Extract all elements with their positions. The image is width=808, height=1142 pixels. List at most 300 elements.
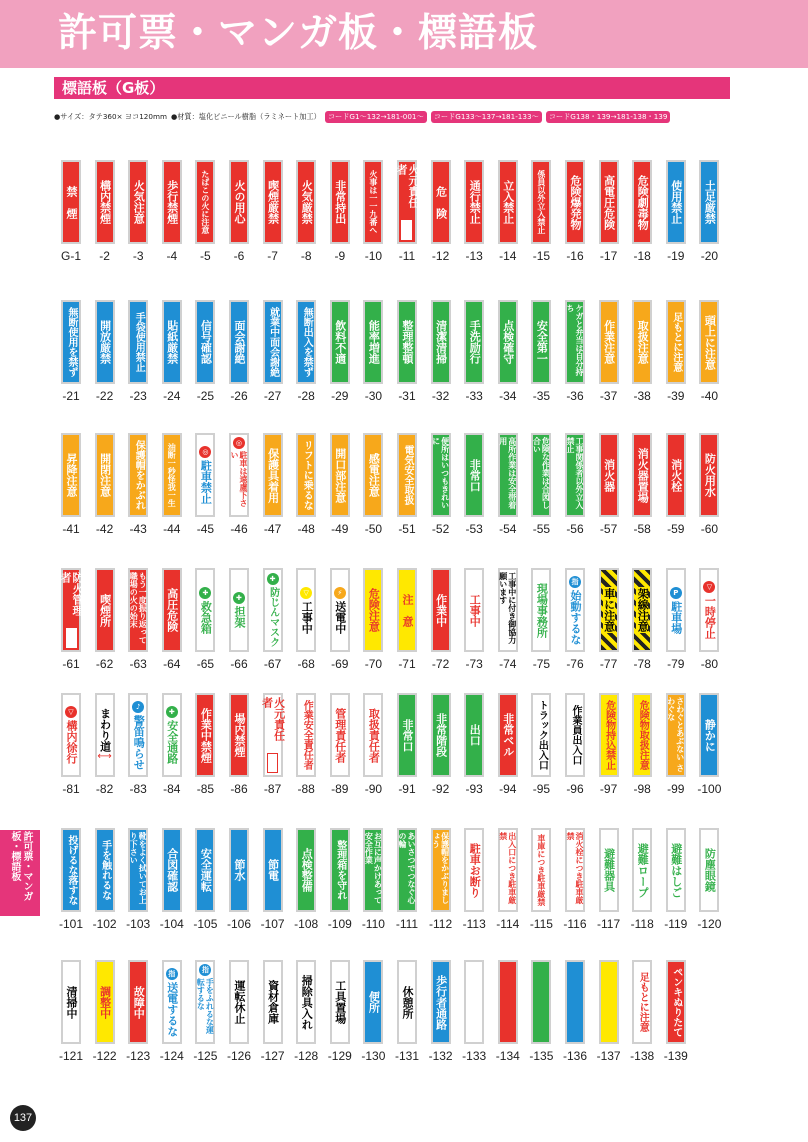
- sign-item: [390, 818, 424, 968]
- sign-code-label: -99: [667, 782, 685, 796]
- sign-code-label: -63: [129, 657, 147, 671]
- sign-text: 開放厳禁: [98, 320, 112, 364]
- sign-code-label: -32: [431, 389, 450, 403]
- sign-text: 送電中: [333, 600, 347, 634]
- sign-code-label: -108: [294, 917, 319, 931]
- name-blank-box: [66, 628, 77, 648]
- sign-text: 避難はしご: [669, 842, 683, 898]
- sign-code-label: -7: [267, 249, 278, 263]
- section-title: 標語板（G板）: [62, 79, 165, 97]
- sign-plate: [195, 433, 215, 517]
- sign-item: [659, 423, 693, 573]
- sign-text: 火気厳禁: [300, 180, 314, 224]
- sign-code-label: -58: [633, 522, 651, 536]
- sign-item: [356, 423, 390, 573]
- sign-plate: [431, 568, 451, 652]
- sign-text: 頭上に注意: [703, 314, 717, 370]
- sign-item: [457, 683, 491, 833]
- sign-item: [323, 818, 357, 968]
- sign-item: [692, 150, 726, 300]
- sign-text: 開口部注意: [333, 447, 347, 503]
- sign-item: [323, 150, 357, 300]
- sign-text: 火事は一一九番へ: [368, 170, 378, 234]
- sign-item: [659, 950, 693, 1100]
- spec-line: [54, 109, 794, 125]
- sign-text: 手を触れるな: [99, 840, 111, 900]
- sign-plate: [263, 828, 283, 912]
- product-code-badge: コードG1〜132→181-001〜: [325, 111, 427, 123]
- sign-text: 取扱責任者: [367, 707, 381, 763]
- sign-plate: [61, 828, 81, 912]
- sign-code-label: -79: [667, 657, 685, 671]
- sign-code-label: -16: [566, 249, 584, 263]
- sign-plate: [128, 828, 148, 912]
- sign-code-label: -129: [327, 1049, 352, 1063]
- sign-item: [222, 290, 256, 440]
- sign-code-label: -22: [95, 389, 114, 403]
- sign-code-label: -17: [599, 249, 618, 263]
- sign-item: [558, 150, 592, 300]
- sign-item: [289, 683, 323, 833]
- sign-plate: [296, 300, 316, 384]
- sign-plate: [95, 693, 115, 777]
- sign-plate: [666, 693, 686, 777]
- name-blank-box: [267, 753, 278, 773]
- sign-text: 火の用心: [232, 180, 246, 224]
- sign-plate: [363, 300, 383, 384]
- sign-plate: [565, 300, 585, 384]
- sign-plate: [330, 568, 350, 652]
- sign-code-label: -47: [263, 522, 282, 536]
- sign-plate: [531, 693, 551, 777]
- sign-text: 手袋使用禁止: [133, 312, 145, 372]
- sign-code-label: -118: [630, 917, 654, 931]
- sign-item: [289, 950, 323, 1100]
- product-code-badge: コードG138・139→181-138・139: [546, 111, 671, 123]
- sign-text: 開閉注意: [98, 453, 112, 497]
- no-parking-icon: ◎: [233, 437, 245, 449]
- sign-plate: [95, 960, 115, 1044]
- sign-plate: [531, 160, 551, 244]
- sign-item: [457, 818, 491, 968]
- sign-item: [188, 683, 222, 833]
- sign-plate: [431, 433, 451, 517]
- sign-text: 防じんマスク: [267, 587, 279, 647]
- sign-code-label: -44: [163, 522, 181, 536]
- sign-code-label: -81: [62, 782, 80, 796]
- sign-code-label: -139: [663, 1049, 688, 1063]
- sign-text: トラック出入口: [536, 700, 548, 770]
- sign-text: 能率増進: [367, 320, 381, 364]
- sign-item: [121, 290, 155, 440]
- sign-plate: [330, 828, 350, 912]
- sign-text: 作業中禁煙: [199, 707, 213, 763]
- sign-text: 調整中: [98, 985, 112, 1019]
- sign-code-label: -89: [331, 782, 349, 796]
- sign-code-label: -6: [233, 249, 245, 263]
- sign-plate: [363, 433, 383, 517]
- sign-plate: [128, 300, 148, 384]
- sign-item: [424, 818, 458, 968]
- sign-item: [155, 423, 189, 573]
- sign-item: [592, 683, 626, 833]
- sign-item: [491, 150, 525, 300]
- sign-code-label: -71: [398, 657, 416, 671]
- sign-text: 工事関係者以外立入禁止: [565, 437, 584, 509]
- sign-item: [491, 950, 525, 1100]
- sign-plate: [162, 693, 182, 777]
- sign-text: 喫煙厳禁: [266, 180, 280, 224]
- sign-plate: [632, 960, 652, 1044]
- sign-text: 節電: [266, 859, 280, 881]
- sign-text: 火元責任者: [394, 164, 420, 208]
- sign-item: [121, 950, 155, 1100]
- sign-plate: [263, 300, 283, 384]
- sign-code-label: -26: [230, 389, 248, 403]
- sign-code-label: -121: [58, 1049, 84, 1063]
- sign-plate: [162, 960, 182, 1044]
- sign-plate: [464, 433, 484, 517]
- sign-item: [323, 683, 357, 833]
- sign-text: 作業中: [434, 593, 448, 627]
- sign-code-label: -8: [300, 249, 312, 263]
- sign-plate: [632, 433, 652, 517]
- sign-item: [592, 950, 626, 1100]
- sign-code-label: -77: [599, 657, 618, 671]
- sign-text: 節水: [232, 859, 246, 881]
- sign-code-label: G-1: [60, 249, 81, 263]
- sign-item: [289, 290, 323, 440]
- sign-text: 防火管理者: [59, 572, 84, 616]
- sign-item: [54, 683, 88, 833]
- sign-plate: [498, 568, 518, 652]
- sign-text: 駐車禁止: [199, 460, 213, 504]
- sign-item: [222, 818, 256, 968]
- sign-plate: [464, 693, 484, 777]
- sign-plate: [464, 960, 484, 1044]
- sign-plate: [296, 960, 316, 1044]
- sign-plate: [195, 828, 215, 912]
- sign-item: [692, 950, 726, 1100]
- sign-item: [188, 150, 222, 300]
- sign-plate: [296, 160, 316, 244]
- sign-item: [88, 290, 122, 440]
- sign-text: 避難器具: [602, 848, 616, 892]
- sign-item: [256, 423, 290, 573]
- sign-row: [54, 150, 726, 300]
- sign-item: [424, 683, 458, 833]
- sign-code-label: -101: [58, 917, 84, 931]
- sign-text: 危険注意: [367, 588, 381, 632]
- sign-plate: [699, 300, 719, 384]
- sign-text: 点検整備: [300, 848, 314, 892]
- sign-plate: [95, 160, 115, 244]
- sign-code-label: -19: [667, 249, 685, 263]
- sign-code-label: -113: [462, 917, 486, 931]
- sign-code-label: -112: [429, 917, 453, 931]
- sign-plate: [229, 960, 249, 1044]
- sign-code-label: -23: [129, 389, 147, 403]
- sign-plate: [263, 960, 283, 1044]
- sign-item: [558, 950, 592, 1100]
- sign-text: 非常階段: [434, 713, 448, 757]
- sign-plate: [229, 693, 249, 777]
- horn-icon: ♪: [132, 701, 144, 713]
- sign-item: [289, 423, 323, 573]
- sign-text: 防塵眼鏡: [703, 848, 717, 892]
- sign-item: [54, 950, 88, 1100]
- sign-item: [155, 818, 189, 968]
- sign-plate: [531, 568, 551, 652]
- sign-code-label: -102: [92, 917, 117, 931]
- sign-text: 休憩所: [400, 985, 414, 1019]
- sign-code-label: -133: [462, 1049, 487, 1063]
- sign-text: 出口: [468, 724, 482, 746]
- instruction-icon: 指: [199, 964, 211, 976]
- sign-plate: [464, 300, 484, 384]
- sign-item: [356, 950, 390, 1100]
- sign-code-label: -74: [499, 657, 517, 671]
- sign-code-label: -35: [532, 389, 551, 403]
- sign-item: [390, 290, 424, 440]
- sign-plate: [330, 433, 350, 517]
- sign-code-label: -5: [200, 249, 211, 263]
- sign-plate: [263, 433, 283, 517]
- sign-text: あいさつでつなぐ心の輪: [397, 832, 416, 904]
- sign-code-label: -85: [196, 782, 215, 796]
- sign-text: 電気安全取扱: [401, 445, 413, 505]
- sign-text: 危険劇毒物: [636, 174, 650, 230]
- sign-text: 貼紙厳禁: [165, 320, 179, 364]
- sign-plate: [397, 828, 417, 912]
- sign-plate: [565, 828, 585, 912]
- sign-plate: [599, 300, 619, 384]
- sign-plate: [95, 300, 115, 384]
- sign-text: 係員以外立入禁止: [536, 170, 546, 234]
- sign-text: 安全運転: [199, 848, 213, 892]
- sign-code-label: -15: [532, 249, 551, 263]
- sign-text: 面会謝絶: [232, 320, 246, 364]
- sign-text: 非常持出: [333, 180, 347, 224]
- sign-code-label: -76: [566, 657, 584, 671]
- sign-code-label: -59: [667, 522, 685, 536]
- sign-code-label: -56: [566, 522, 584, 536]
- sign-text: 清掃中: [65, 985, 78, 1019]
- sign-item: [323, 290, 357, 440]
- sign-text: 投げるな落すな: [66, 835, 77, 905]
- sign-text: 注 意: [400, 593, 414, 627]
- sign-text: 保護帽をかぶりましょう: [431, 832, 450, 904]
- sign-text: 構内禁煙: [98, 180, 112, 224]
- sign-code-label: -109: [327, 917, 352, 931]
- stop-triangle-icon: ▽: [703, 581, 715, 593]
- sign-text: 駐車お断り: [468, 842, 482, 898]
- sign-item: [222, 683, 256, 833]
- sign-text: 消火栓につき駐車厳禁: [565, 832, 584, 904]
- sign-item: [457, 950, 491, 1100]
- sign-plate: [498, 433, 518, 517]
- parking-icon: P: [670, 587, 682, 599]
- sign-plate: [599, 160, 619, 244]
- sign-code-label: -122: [92, 1049, 117, 1063]
- sign-plate: [229, 300, 249, 384]
- sign-plate: [363, 960, 383, 1044]
- sign-code-label: -87: [263, 782, 282, 796]
- sign-item: [155, 290, 189, 440]
- sign-code-label: -55: [532, 522, 551, 536]
- sign-item: [155, 150, 189, 300]
- slow-triangle-icon: ▽: [65, 706, 77, 718]
- sign-text: 静かに: [703, 718, 717, 752]
- sign-item: [692, 818, 726, 968]
- sign-plate: [128, 160, 148, 244]
- sign-code-label: -136: [562, 1049, 587, 1063]
- sign-code-label: -9: [334, 249, 346, 263]
- sign-item: [54, 290, 88, 440]
- sign-code-label: -50: [364, 522, 383, 536]
- sign-text: 整理箱を守れ: [334, 840, 346, 900]
- sign-plate: [363, 160, 383, 244]
- sign-text: お互に声かけあって安全作業: [364, 832, 383, 904]
- sign-code-label: -57: [599, 522, 618, 536]
- sign-plate: [666, 433, 686, 517]
- sign-text: 危険物取扱注意: [637, 700, 649, 770]
- sign-item: [256, 683, 290, 833]
- sign-item: [457, 423, 491, 573]
- sign-plate: [464, 568, 484, 652]
- sign-text: 手洗励行: [468, 320, 482, 364]
- sign-text: 高電圧危険: [602, 174, 616, 230]
- sign-text: 無断出入を禁ず: [301, 307, 313, 377]
- sign-text: 担架: [232, 606, 246, 628]
- sign-item: [222, 150, 256, 300]
- sign-code-label: -62: [95, 657, 114, 671]
- side-tab-label: 許可票・マンガ板・標語板: [9, 831, 32, 901]
- sign-text: 手をふれるな運転するな: [196, 978, 215, 1034]
- sign-code-label: -75: [532, 657, 551, 671]
- sign-item: [524, 950, 558, 1100]
- sign-item: [289, 150, 323, 300]
- sign-item: [188, 950, 222, 1100]
- sign-plate: [263, 568, 283, 652]
- sign-text: 場内禁煙: [232, 713, 246, 757]
- sign-code-label: -86: [230, 782, 248, 796]
- sign-item: [625, 683, 659, 833]
- sign-plate: [195, 693, 215, 777]
- sign-text: 駐車場: [669, 600, 683, 634]
- sign-item: [356, 150, 390, 300]
- sign-plate: [565, 568, 585, 652]
- sign-code-label: -48: [297, 522, 315, 536]
- sign-code-label: -38: [633, 389, 651, 403]
- two-way-arrow-icon: ⟷: [97, 751, 112, 762]
- sign-text: 管理責任者: [333, 707, 347, 763]
- product-code-badge: コードG133〜137→181-133〜: [431, 111, 542, 123]
- sign-text: 非常口: [400, 718, 414, 752]
- sign-item: [491, 423, 525, 573]
- sign-text: 感電注意: [367, 453, 381, 497]
- sign-text: 工具置場: [333, 980, 347, 1024]
- sign-item: [88, 818, 122, 968]
- sign-plate: [330, 960, 350, 1044]
- sign-item: [625, 150, 659, 300]
- sign-code-label: -53: [465, 522, 483, 536]
- sign-row: [54, 818, 726, 968]
- sign-code-label: -49: [331, 522, 349, 536]
- sign-plate: [397, 568, 417, 652]
- sign-item: [524, 818, 558, 968]
- sign-code-label: -100: [697, 782, 722, 796]
- sign-text: 無断使用を禁ず: [66, 307, 77, 377]
- sign-text: 資材倉庫: [266, 980, 280, 1024]
- sign-plate: [632, 693, 652, 777]
- sign-code-label: -73: [465, 657, 483, 671]
- sign-item: [457, 150, 491, 300]
- no-parking-icon: ◎: [199, 446, 211, 458]
- sign-text: 架線注意: [636, 588, 650, 632]
- sign-code-label: -114: [496, 917, 520, 931]
- sign-plate: [632, 300, 652, 384]
- sign-item: [692, 290, 726, 440]
- sign-code-label: -29: [331, 389, 349, 403]
- sign-plate: [229, 828, 249, 912]
- sign-plate: [531, 828, 551, 912]
- sign-text: 飲料不適: [333, 320, 347, 364]
- sign-code-label: -98: [633, 782, 651, 796]
- sign-code-label: -18: [633, 249, 651, 263]
- sign-plate: [128, 568, 148, 652]
- sign-plate: [263, 160, 283, 244]
- sign-item: [424, 950, 458, 1100]
- sign-text: 信号確認: [199, 320, 213, 364]
- sign-code-label: -104: [159, 917, 184, 931]
- sign-item: [592, 818, 626, 968]
- sign-text: 救急箱: [199, 600, 213, 634]
- sign-text: 始動するな: [568, 589, 582, 645]
- sign-plate: [632, 160, 652, 244]
- sign-plate: [431, 300, 451, 384]
- sign-item: [155, 950, 189, 1100]
- sign-code-label: -132: [428, 1049, 453, 1063]
- sign-plate: [431, 693, 451, 777]
- sign-plate: [95, 433, 115, 517]
- sign-item: [659, 818, 693, 968]
- sign-item: [256, 950, 290, 1100]
- sign-code-label: -61: [62, 657, 80, 671]
- sign-code-label: -135: [529, 1049, 554, 1063]
- sign-code-label: -96: [566, 782, 584, 796]
- sign-item: [659, 150, 693, 300]
- sign-plate: [699, 693, 719, 777]
- sign-item: [625, 423, 659, 573]
- sign-item: [524, 683, 558, 833]
- sign-text: 送電するな: [165, 981, 179, 1037]
- sign-plate: [162, 568, 182, 652]
- sign-item: [356, 290, 390, 440]
- sign-text: 高圧危険: [165, 588, 179, 632]
- sign-item: [558, 290, 592, 440]
- sign-plate: [162, 160, 182, 244]
- sign-plate: [498, 300, 518, 384]
- sign-item: [54, 150, 88, 300]
- sign-item: [659, 290, 693, 440]
- sign-plate: [431, 828, 451, 912]
- sign-row: [54, 950, 726, 1100]
- sign-code-label: -103: [126, 917, 151, 931]
- sign-code-label: -10: [364, 249, 383, 263]
- sign-item: [390, 683, 424, 833]
- sign-item: [289, 818, 323, 968]
